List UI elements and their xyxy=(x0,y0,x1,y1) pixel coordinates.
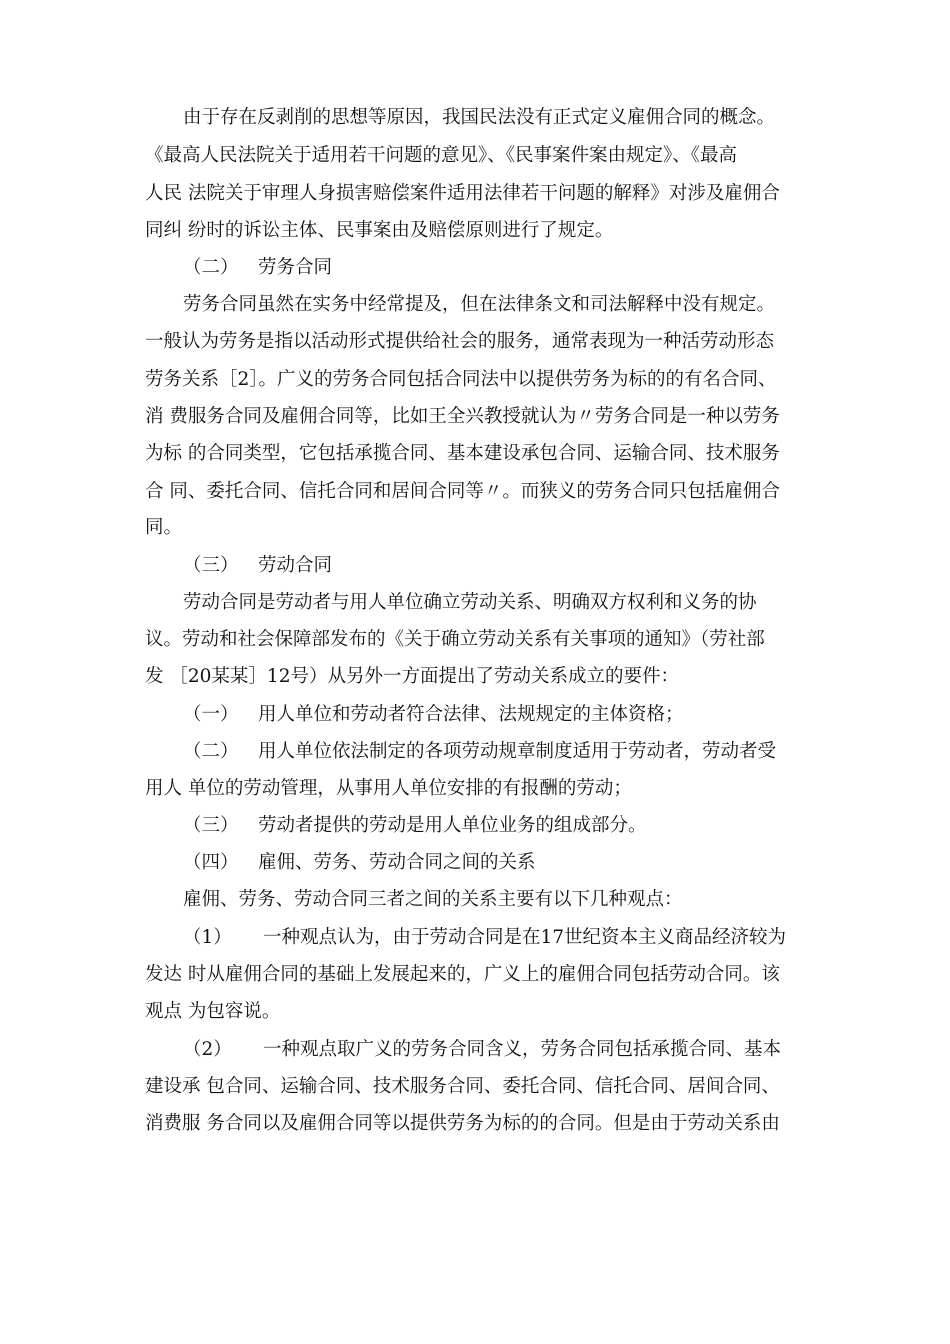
list-item xyxy=(183,1039,781,1061)
paragraph-line: 劳务合同虽然在实务中经常提及，但在法律条文和司法解释中没有规定。 xyxy=(183,294,776,315)
paragraph-line: 观点 为包容说。 xyxy=(145,1001,281,1022)
paragraph-line: 《最高人民法院关于适用若干问题的意见》、《民事案件案由规定》、《最高 xyxy=(145,145,738,166)
section-heading xyxy=(183,852,536,874)
section-heading xyxy=(183,555,332,577)
section-marker: （二） xyxy=(183,257,239,278)
section-marker: （三） xyxy=(183,555,239,576)
list-marker: （1） xyxy=(183,927,232,948)
paragraph-line: 合 同、委托合同、信托合同和居间合同等〃。而狭义的劳务合同只包括雇佣合 xyxy=(145,481,780,502)
section-title: 劳动合同 xyxy=(258,555,333,576)
section-title: 雇佣、劳务、劳动合同之间的关系 xyxy=(258,852,536,873)
list-text: 用人单位依法制定的各项劳动规章制度适用于劳动者，劳动者受 xyxy=(258,741,777,762)
paragraph-line: 消费服 务合同以及雇佣合同等以提供劳务为标的的合同。但是由于劳动关系由 xyxy=(145,1113,780,1134)
list-item xyxy=(183,927,786,949)
list-marker: （2） xyxy=(183,1039,232,1060)
paragraph-line: 用人 单位的劳动管理，从事用人单位安排的有报酬的劳动； xyxy=(145,778,632,799)
paragraph-line: 议。劳动和社会保障部发布的《关于确立劳动关系有关事项的通知》（劳社部 xyxy=(145,629,765,650)
list-text: 一种观点取广义的劳务合同含义，劳务合同包括承揽合同、基本 xyxy=(263,1039,782,1060)
paragraph-line: 消 费服务合同及雇佣合同等，比如王全兴教授就认为〃劳务合同是一种以劳务 xyxy=(145,406,780,427)
list-marker: （三） xyxy=(183,815,239,836)
paragraph-line: 同纠 纷时的诉讼主体、民事案由及赔偿原则进行了规定。 xyxy=(145,220,614,241)
paragraph-line: 一般认为劳务是指以活动形式提供给社会的服务，通常表现为一种活劳动形态 xyxy=(145,331,775,352)
list-text: 用人单位和劳动者符合法律、法规规定的主体资格； xyxy=(258,704,684,725)
list-item xyxy=(183,741,776,763)
paragraph-line: 劳务关系［2］。广义的劳务合同包括合同法中以提供劳务为标的的有名合同、 xyxy=(145,369,777,390)
paragraph-line: 人民 法院关于审理人身损害赔偿案件适用法律若干问题的解释》对涉及雇佣合 xyxy=(145,183,780,204)
list-item xyxy=(183,815,647,837)
list-text: 一种观点认为，由于劳动合同是在17世纪资本主义商品经济较为 xyxy=(263,927,787,948)
section-marker: （四） xyxy=(183,852,239,873)
paragraph-line: 为标 的合同类型，它包括承揽合同、基本建设承包合同、运输合同、技术服务 xyxy=(145,443,780,464)
paragraph-line: 发达 时从雇佣合同的基础上发展起来的，广义上的雇佣合同包括劳动合同。该 xyxy=(145,964,780,985)
list-text: 劳动者提供的劳动是用人单位业务的组成部分。 xyxy=(258,815,647,836)
section-title: 劳务合同 xyxy=(258,257,333,278)
paragraph-line: 劳动合同是劳动者与用人单位确立劳动关系、明确双方权利和义务的协 xyxy=(183,592,757,613)
paragraph-line: 建设承 包合同、运输合同、技术服务合同、委托合同、信托合同、居间合同、 xyxy=(145,1076,780,1097)
section-heading xyxy=(183,257,332,279)
paragraph-line: 同。 xyxy=(145,517,183,538)
list-marker: （一） xyxy=(183,704,239,725)
paragraph-line: 由于存在反剥削的思想等原因，我国民法没有正式定义雇佣合同的概念。 xyxy=(183,107,776,128)
list-item xyxy=(183,704,684,726)
list-marker: （二） xyxy=(183,741,239,762)
paragraph-line: 雇佣、劳务、劳动合同三者之间的关系主要有以下几种观点： xyxy=(183,889,683,910)
paragraph-line: 发 ［20某某］12号）从另外一方面提出了劳动关系成立的要件： xyxy=(145,666,679,687)
